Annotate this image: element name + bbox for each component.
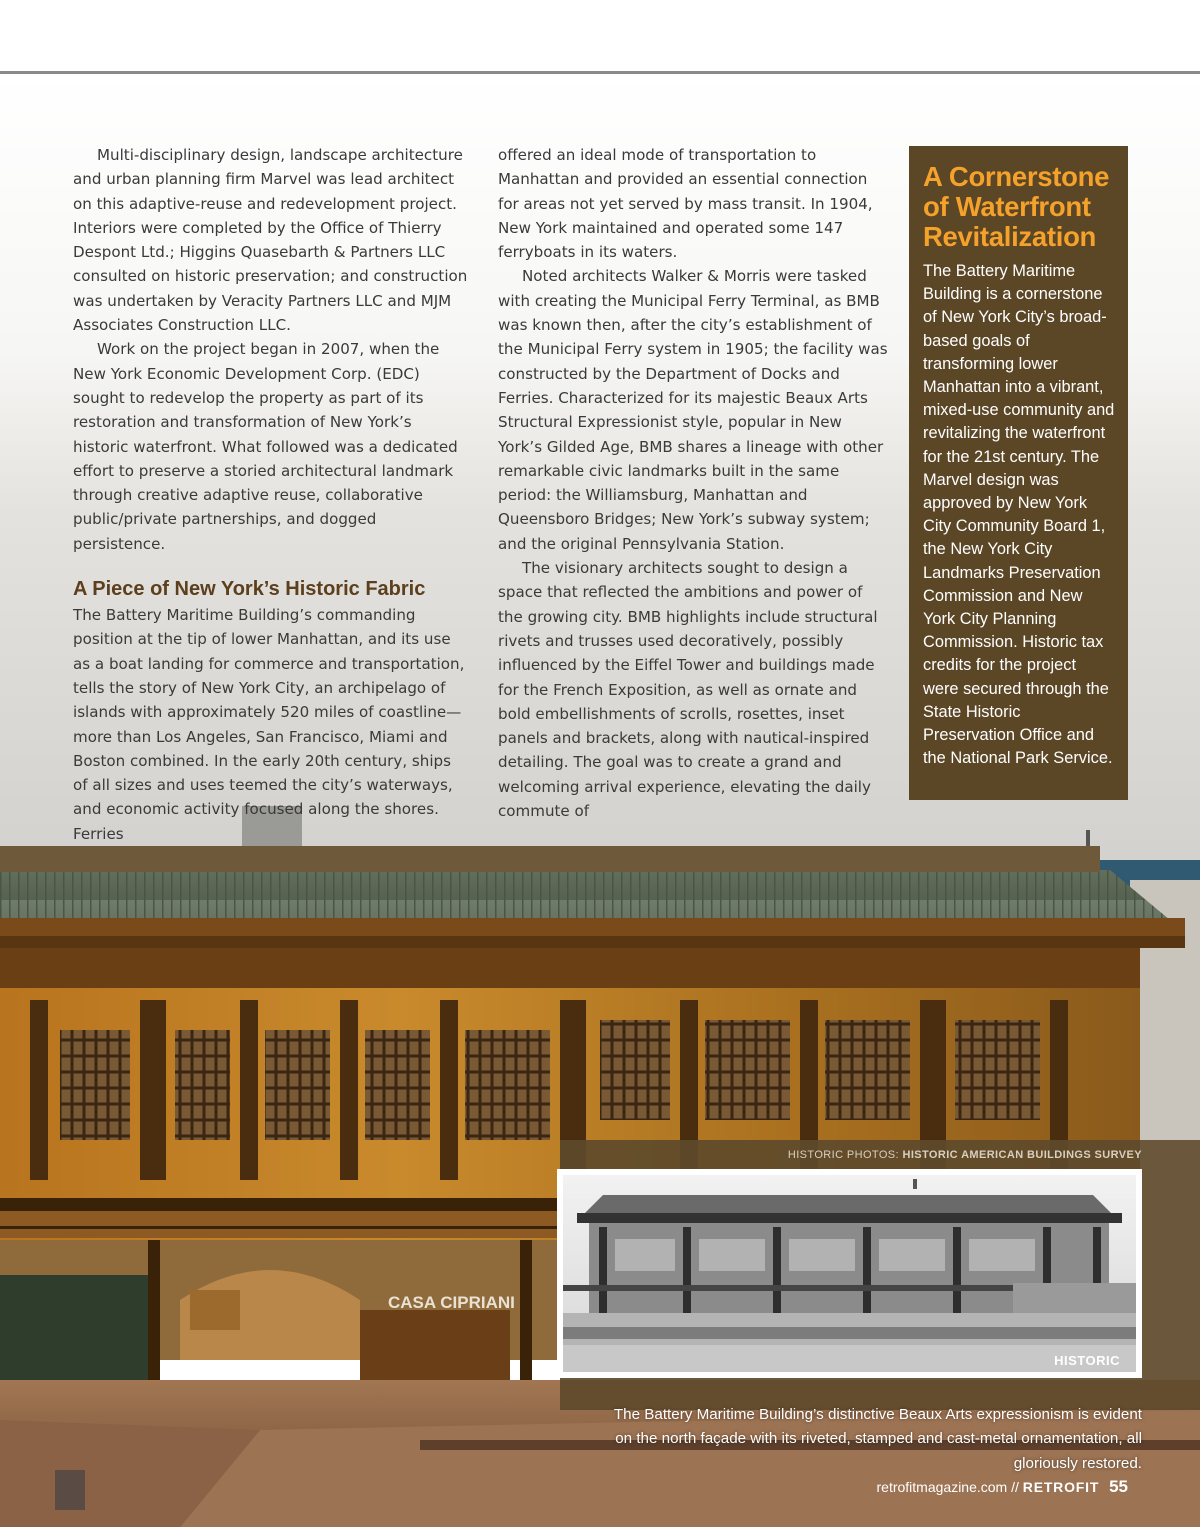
sidebar-box (909, 146, 1128, 800)
page-number: 55 (1109, 1477, 1128, 1496)
historic-label: HISTORIC (1054, 1353, 1120, 1368)
top-rule (0, 71, 1200, 74)
footer-site: retrofitmagazine.com // (876, 1479, 1019, 1495)
body-column-2 (498, 143, 890, 823)
historic-inset-photo (557, 1169, 1142, 1378)
paragraph-architects: Noted architects Walker & Morris were tasked with creating the Municipal Ferry Terminal, as BMB was known then, after the city’s establishment of the Municipal Ferry system in 1905; the facility was constructed by the Department of Docks and Ferries. Characterized for its majestic Beaux Arts Structural Expressionist style, popular in New York’s Gilded Age, BMB shares a lineage with other remarkable civic landmarks built in the same period: the Williamsburg, Manhattan and Queensboro Bridges; New York’s subway system; and the original Pennsylvania Station. (498, 267, 888, 553)
sidebar-body: The Battery Maritime Building is a cornerstone of New York City’s broad-based goals of transforming lower Manhattan into a vibrant, mixed-use community and revitalizing the waterfront for the 21st century. The Marvel design was approved by New York City Community Board 1, the New York City Landmarks Preservation Commission and New York City Planning Commission. Historic tax credits for the project were secured through the State Historic Preservation Office and the National Park Service. (923, 262, 1115, 768)
photo-credit-label: HISTORIC PHOTOS: (787, 1149, 899, 1161)
sidebar-title: A Cornerstone of Waterfront Revitalization (923, 161, 1110, 252)
photo-credit (700, 1149, 1142, 1161)
photo-caption: The Battery Maritime Building’s distinctive Beaux Arts expressionism is evident on the north façade with its riveted, stamped and cast-metal ornamentation, all gloriously restored. (613, 1406, 1142, 1472)
section-subhead: A Piece of New York’s Historic Fabric (73, 578, 426, 601)
paragraph-historic-fabric: The Battery Maritime Building’s commanding position at the tip of lower Manhattan, and its use as a boat landing for commerce and transportation, tells the story of New York City, an archipelago of islands with approximately 520 miles of coastline—more than Los Angeles, San Francisco, Miami and Boston combined. In the early 20th century, ships of all sizes and uses teemed the city’s waterways, and economic activity focused along the shores. Ferries (73, 606, 465, 843)
paragraph-marvel-credits: Multi-disciplinary design, landscape architecture and urban planning firm Marvel was lead architect on this adaptive-reuse and redevelopment project. Interiors were completed by the Office of Thierry Despont Ltd.; Higgins Quasebarth & Partners LLC consulted on historic preservation; and construction was undertaken by Veracity Partners LLC and MJM Associates Construction LLC. (73, 146, 468, 335)
casa-cipriani-sign: CASA CIPRIANI (388, 1293, 515, 1312)
paragraph-ferries: offered an ideal mode of transportation to Manhattan and provided an essential connection for areas not yet served by mass transit. In 1904, New York maintained and operated some 147 ferryboats in its waters. (498, 146, 873, 262)
body-column-1 (73, 143, 468, 846)
photo-credit-source: HISTORIC AMERICAN BUILDINGS SURVEY (902, 1149, 1142, 1161)
footer-brand: RETROFIT (1022, 1479, 1100, 1495)
page-footer (800, 1477, 1128, 1497)
paragraph-visionary: The visionary architects sought to design a space that reflected the ambitions and power of the growing city. BMB highlights include structural rivets and trusses used decoratively, possibly influenced by the Eiffel Tower and buildings made for the French Exposition, as well as ornate and bold embellishments of scrolls, rosettes, inset panels and brackets, along with nautical-inspired detailing. The goal was to create a grand and welcoming arrival experience, elevating the daily commute of (498, 559, 878, 821)
paragraph-project-start: Work on the project began in 2007, when the New York Economic Development Corp. (EDC) sought to redevelop the property as part of its restoration and transformation of New York’s historic waterfront. What followed was a dedicated effort to preserve a storied architectural landmark through creative adaptive reuse, collaborative public/private partnerships, and dogged persistence. (73, 340, 458, 553)
historic-building-image (563, 1175, 1136, 1372)
